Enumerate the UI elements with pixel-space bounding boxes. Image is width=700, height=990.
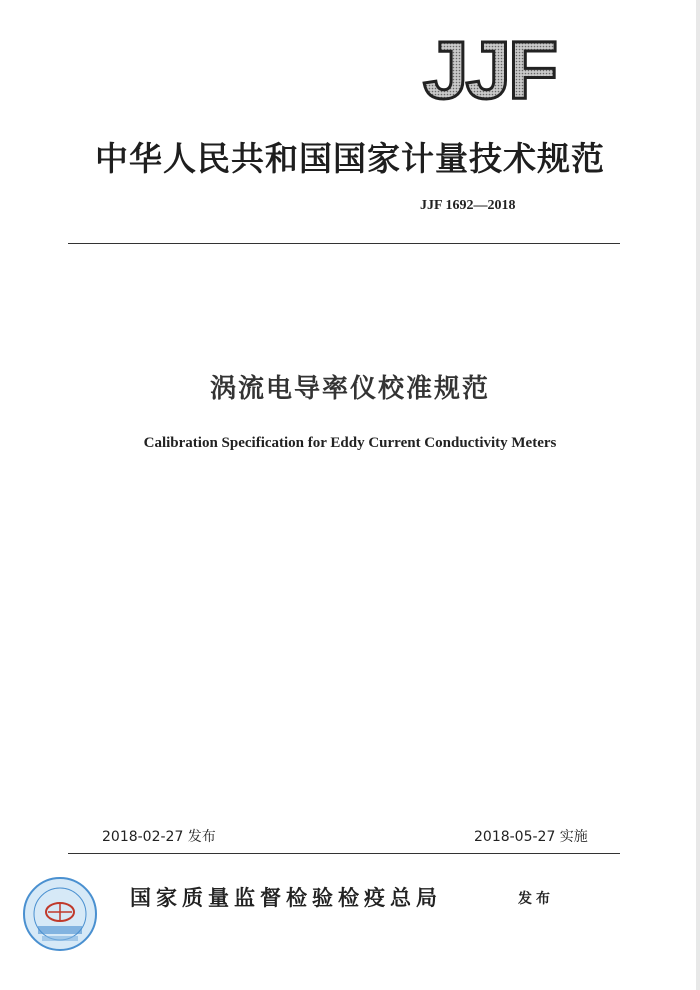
svg-text:JJF: JJF (422, 30, 556, 106)
document-title-cn: 涡流电导率仪校准规范 (209, 374, 490, 404)
jjf-logo-icon (398, 30, 580, 106)
anti-counterfeit-seal-icon (22, 876, 98, 952)
implementation-date: 2018-05-27 实施 (474, 829, 588, 845)
org-title: 中华人民共和国国家计量技术规范 (95, 139, 605, 178)
issue-date: 2018-02-27 发布 (102, 829, 216, 845)
top-divider (68, 243, 620, 244)
document-title-en: Calibration Specification for Eddy Current Conductivity Meters (143, 435, 557, 451)
standard-code: JJF 1692—2018 (420, 198, 516, 213)
issuing-authority-suffix: 发布 (518, 891, 554, 907)
issuing-authority: 国家质量监督检验检疫总局 (130, 885, 442, 910)
bottom-divider (68, 853, 620, 854)
